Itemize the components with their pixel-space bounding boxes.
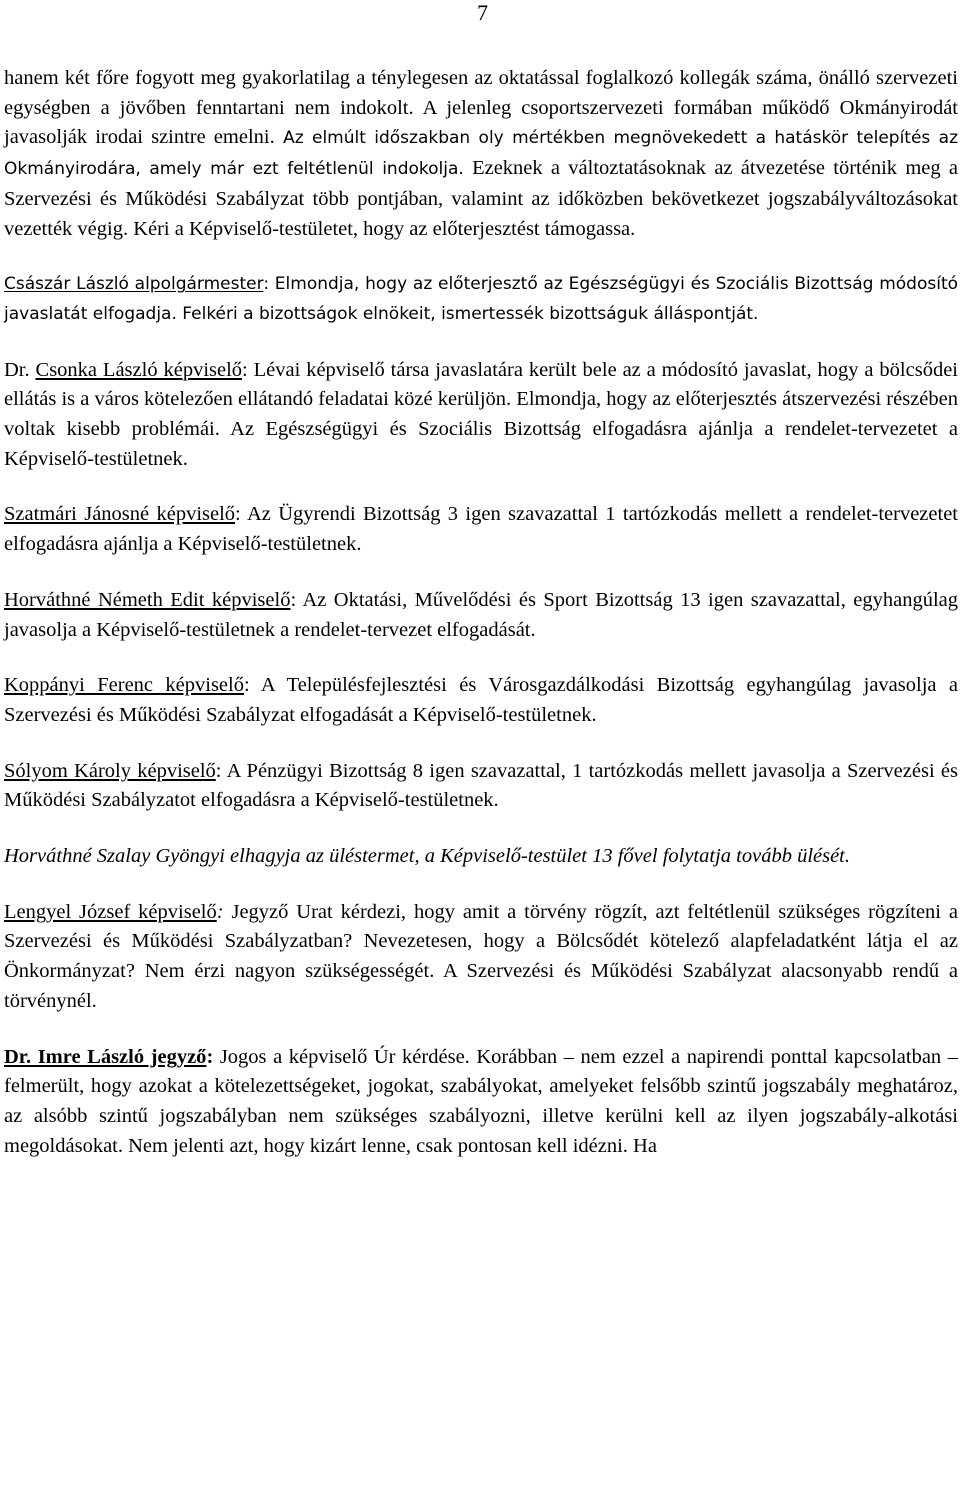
speaker-name: Sólyom Károly képviselő xyxy=(4,759,216,782)
paragraph-speech xyxy=(4,671,958,730)
page-number: 7 xyxy=(477,0,488,25)
speech-text: : Elmondja, hogy az előterjesztő az Egészségügyi és Szociális Bizottság módosító javaslatát elfogadja. Felkéri a bizottságok elnökeit, ismertessék bizottságuk álláspontját. xyxy=(4,274,959,324)
paragraph-text: Az elmúlt időszakban oly mértékben megnövekedett a hatáskör telepítés az Okmányirodára, amely már ezt feltétlenül indokolja. xyxy=(4,128,958,180)
speech-text: Jogos a képviselő Úr kérdése. Korábban – nem ezzel a napirendi ponttal kapcsolatban – felmerült, hogy azokat a kötelezettségeket, jogokat, szabályokat, amelyeket felsőbb szintű jogszabály meghatároz, az alsóbb szintű jogszabályban nem szükséges szabályozni, illetve kerülni kell az ilyen jogszabály-alkotási megoldásokat. Nem jelenti azt, hogy kizárt lenne, csak pontosan kell idézni. Ha xyxy=(4,1045,958,1157)
speaker-colon: : xyxy=(216,900,224,923)
paragraph-intro xyxy=(4,64,958,244)
procedural-note: Horváthné Szalay Gyöngyi elhagyja az üléstermet, a Képviselő-testület 13 fővel folytatja tovább ülését. xyxy=(4,845,851,868)
speaker-name: Csonka László képviselő xyxy=(35,358,243,381)
paragraph-speech xyxy=(4,898,958,1017)
speaker-name: Császár László alpolgármester xyxy=(4,274,264,295)
speaker-name: Dr. Imre László jegyző xyxy=(4,1045,207,1068)
paragraph-text: Ezeknek a változtatásoknak az átvezetése történik meg a Szervezési és Működési Szabályzat több pontjában, valamint az időközben bekövetkezet jogszabályváltozásokat vezették végig. Kéri a Képviselő-testületet, hogy az előterjesztést támogassa. xyxy=(4,157,958,240)
paragraph-note xyxy=(4,842,958,872)
paragraph-speech xyxy=(4,356,958,475)
paragraph-speech xyxy=(4,757,958,816)
speech-text: : Az Oktatási, Művelődési és Sport Bizottság 13 igen szavazattal, egyhangúlag javasolja a Képviselő-testületnek a rendelet-tervezet elfogadását. xyxy=(4,588,958,641)
paragraph-speech xyxy=(4,1043,958,1162)
speaker-colon: : xyxy=(206,1045,214,1068)
paragraph-text: hanem két főre fogyott meg gyakorlatilag a ténylegesen az oktatással foglalkozó kollegák száma, önálló szervezeti egységben a jövőben fenntartani nem indokolt. A jelenleg csoportszervezeti formában működő Okmányirodát javasolják irodai szintre emelni. xyxy=(4,67,958,149)
document-body xyxy=(4,64,958,1187)
speech-text: : Az Ügyrendi Bizottság 3 igen szavazattal 1 tartózkodás mellett a rendelet-tervezetet elfogadásra ajánlja a Képviselő-testületnek. xyxy=(4,503,958,556)
speech-text: : A Pénzügyi Bizottság 8 igen szavazattal, 1 tartózkodás mellett javasolja a Szervezési és Működési Szabályzatot elfogadásra a Képviselő-testületnek. xyxy=(4,759,958,812)
speaker-name: Szatmári Jánosné képviselő xyxy=(4,503,236,526)
speaker-prefix: Dr. xyxy=(4,358,36,381)
paragraph-speech xyxy=(4,270,958,329)
speaker-name: Lengyel József képviselő xyxy=(4,900,217,923)
paragraph-speech xyxy=(4,500,958,559)
paragraph-speech xyxy=(4,586,958,645)
speaker-name: Horváthné Németh Edit képviselő xyxy=(4,588,291,611)
speaker-name: Koppányi Ferenc képviselő xyxy=(4,674,244,697)
speech-text: Jegyző Urat kérdezi, hogy amit a törvény rögzít, azt feltétlenül szükséges rögzíteni a Szervezési és Működési Szabályzatban? Nevezetesen, hogy a Bölcsődét kötelező alapfeladatként látja el az Önkormányzat? Nem érzi nagyon szükségességét. A Szervezési és Működési Szabályzat alacsonyabb rendű a törvénynél. xyxy=(4,900,958,1012)
speech-text: : Lévai képviselő társa javaslatára került bele az a módosító javaslat, hogy a bölcsődei ellátás is a város kötelezően ellátandó feladatai közé kerüljön. Elmondja, hogy az előterjesztés átszervezési részében voltak kisebb problémái. Az Egészségügyi és Szociális Bizottság elfogadásra ajánlja a rendelet-tervezetet a Képviselő-testületnek. xyxy=(4,358,958,470)
speech-text: : A Településfejlesztési és Városgazdálkodási Bizottság egyhangúlag javasolja a Szervezési és Működési Szabályzat elfogadását a Képviselő-testületnek. xyxy=(4,674,958,726)
